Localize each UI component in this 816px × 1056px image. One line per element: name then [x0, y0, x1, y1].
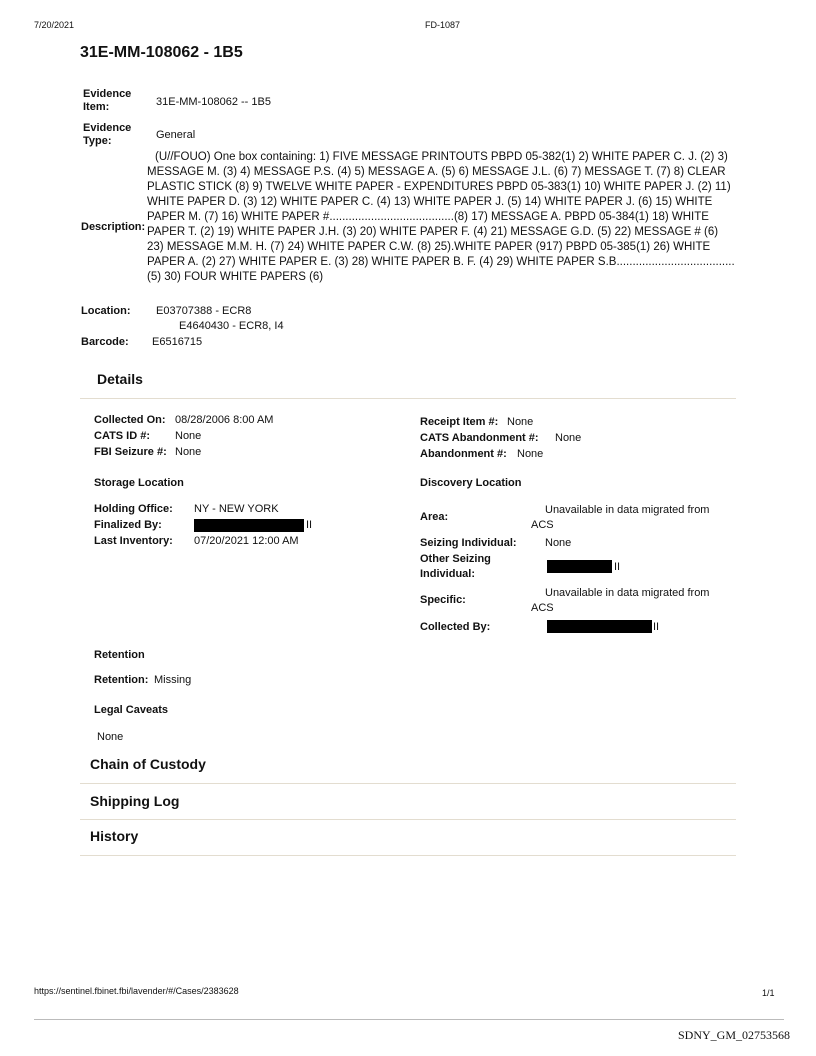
finalized-by-label: Finalized By:: [94, 519, 162, 531]
cats-abandonment-value: None: [555, 432, 582, 444]
receipt-item-label: Receipt Item #:: [420, 416, 499, 428]
history-section[interactable]: History: [90, 828, 139, 844]
specific-value-line-2: ACS: [531, 602, 554, 614]
collected-by-redaction: [547, 620, 652, 633]
history-divider: [80, 855, 736, 856]
bates-number: SDNY_GM_02753568: [678, 1028, 791, 1042]
collected-by-suffix: II: [653, 621, 660, 633]
evidence-item-label: Evidence Item:: [83, 88, 132, 113]
location-line-2: E4640430 - ECR8, I4: [179, 320, 284, 332]
holding-office-label: Holding Office:: [94, 503, 173, 515]
fbi-seizure-value: None: [175, 446, 202, 458]
holding-office-value: NY - NEW YORK: [194, 503, 279, 515]
abandonment-label: Abandonment #:: [420, 448, 507, 460]
case-title: 31E-MM-108062 - 1B5: [80, 44, 243, 61]
finalized-by-suffix: II: [306, 519, 313, 531]
shipping-log-section[interactable]: Shipping Log: [90, 793, 180, 809]
specific-label: Specific:: [420, 594, 466, 606]
evidence-type-label: Evidence Type:: [83, 122, 132, 147]
specific-value-line-1: Unavailable in data migrated from: [545, 587, 710, 599]
footer-url: https://sentinel.fbinet.fbi/lavender/#/Cases/2383628: [34, 986, 239, 996]
cats-id-label: CATS ID #:: [94, 430, 151, 442]
description-text: (U//FOUO) One box containing: 1) FIVE MESSAGE PRINTOUTS PBPD 05-382(1) 2) WHITE PAPER C. J. (2) 3) MESSAGE M. (3) 4) MESSAGE P.S. (4) 5) MESSAGE A. (5) 6) MESSAGE J.L. (6) 7) MESSAGE T. (7) 8) CLEAR PLASTIC STICK (8) 9) TWELVE WHITE PAPER - EXPENDITURES PBPD 05-383(1) 10) WHITE PAPER J. (2) 11) WHITE PAPER D. (3) 12) WHITE PAPER C. (4) 13) WHITE PAPER J. (5) 14) WHITE PAPER J. (6) 15) WHITE PAPER M. (7) 16) WHITE PAPER #.......................................(8) 17) MESSAGE A. PBPD 05-384(1) 18) WHITE PAPER T. (2) 19) WHITE PAPER J.H. (3) 20) WHITE PAPER F. (4) 21) MESSAGE G.D. (5) 22) MESSAGE # (6) 23) MESSAGE M.M. H. (7) 24) WHITE PAPER C.W. (8) 25).WHITE PAPER (917) PBPD 05-385(1) 26) WHITE PAPER A. (2) 27) WHITE PAPER E. (3) 28) WHITE PAPER B. F. (4) 29) WHITE PAPER S.B.....................................(5) 30) FOUR WHITE PAPERS (6): [147, 151, 735, 283]
chain-of-custody-section[interactable]: Chain of Custody: [90, 756, 206, 772]
legal-caveats-value: None: [97, 731, 124, 743]
details-divider: [80, 398, 736, 399]
finalized-by-redaction: [194, 519, 304, 532]
details-heading: Details: [97, 371, 143, 387]
seizing-individual-label: Seizing Individual:: [420, 537, 517, 549]
collected-on-label: Collected On:: [94, 414, 166, 426]
seizing-individual-value: None: [545, 537, 572, 549]
location-label: Location:: [81, 305, 131, 317]
area-value-line-1: Unavailable in data migrated from: [545, 504, 710, 516]
receipt-item-value: None: [507, 416, 534, 428]
evidence-item-value: 31E-MM-108062 -- 1B5: [156, 96, 271, 108]
cats-id-value: None: [175, 430, 202, 442]
form-number: FD-1087: [425, 20, 461, 30]
other-seizing-suffix: II: [614, 561, 621, 573]
shipping-log-divider: [80, 819, 736, 820]
retention-label: Retention:: [94, 674, 149, 686]
collected-on-value: 08/28/2006 8:00 AM: [175, 414, 274, 426]
barcode-label: Barcode:: [81, 336, 129, 348]
area-label: Area:: [420, 511, 449, 523]
evidence-type-value: General: [156, 129, 196, 141]
last-inventory-value: 07/20/2021 12:00 AM: [194, 535, 299, 547]
area-value-line-2: ACS: [531, 519, 554, 531]
collected-by-label: Collected By:: [420, 621, 491, 633]
legal-caveats-heading: Legal Caveats: [94, 704, 168, 716]
description-label: Description:: [81, 221, 146, 233]
footer-rule: [34, 1019, 784, 1020]
other-seizing-label-1: Other Seizing: [420, 553, 491, 565]
other-seizing-label-2: Individual:: [420, 568, 475, 580]
abandonment-value: None: [517, 448, 544, 460]
barcode-value: E6516715: [152, 336, 203, 348]
other-seizing-redaction: [547, 560, 612, 573]
print-date: 7/20/2021: [34, 20, 75, 30]
last-inventory-label: Last Inventory:: [94, 535, 173, 547]
retention-heading: Retention: [94, 649, 145, 661]
cats-abandonment-label: CATS Abandonment #:: [420, 432, 539, 444]
storage-heading: Storage Location: [94, 477, 184, 489]
location-line-1: E03707388 - ECR8: [156, 305, 252, 317]
discovery-heading: Discovery Location: [420, 477, 522, 489]
page-number: 1/1: [762, 988, 775, 998]
retention-value: Missing: [154, 674, 192, 686]
fbi-seizure-label: FBI Seizure #:: [94, 446, 167, 458]
chain-of-custody-divider: [80, 783, 736, 784]
